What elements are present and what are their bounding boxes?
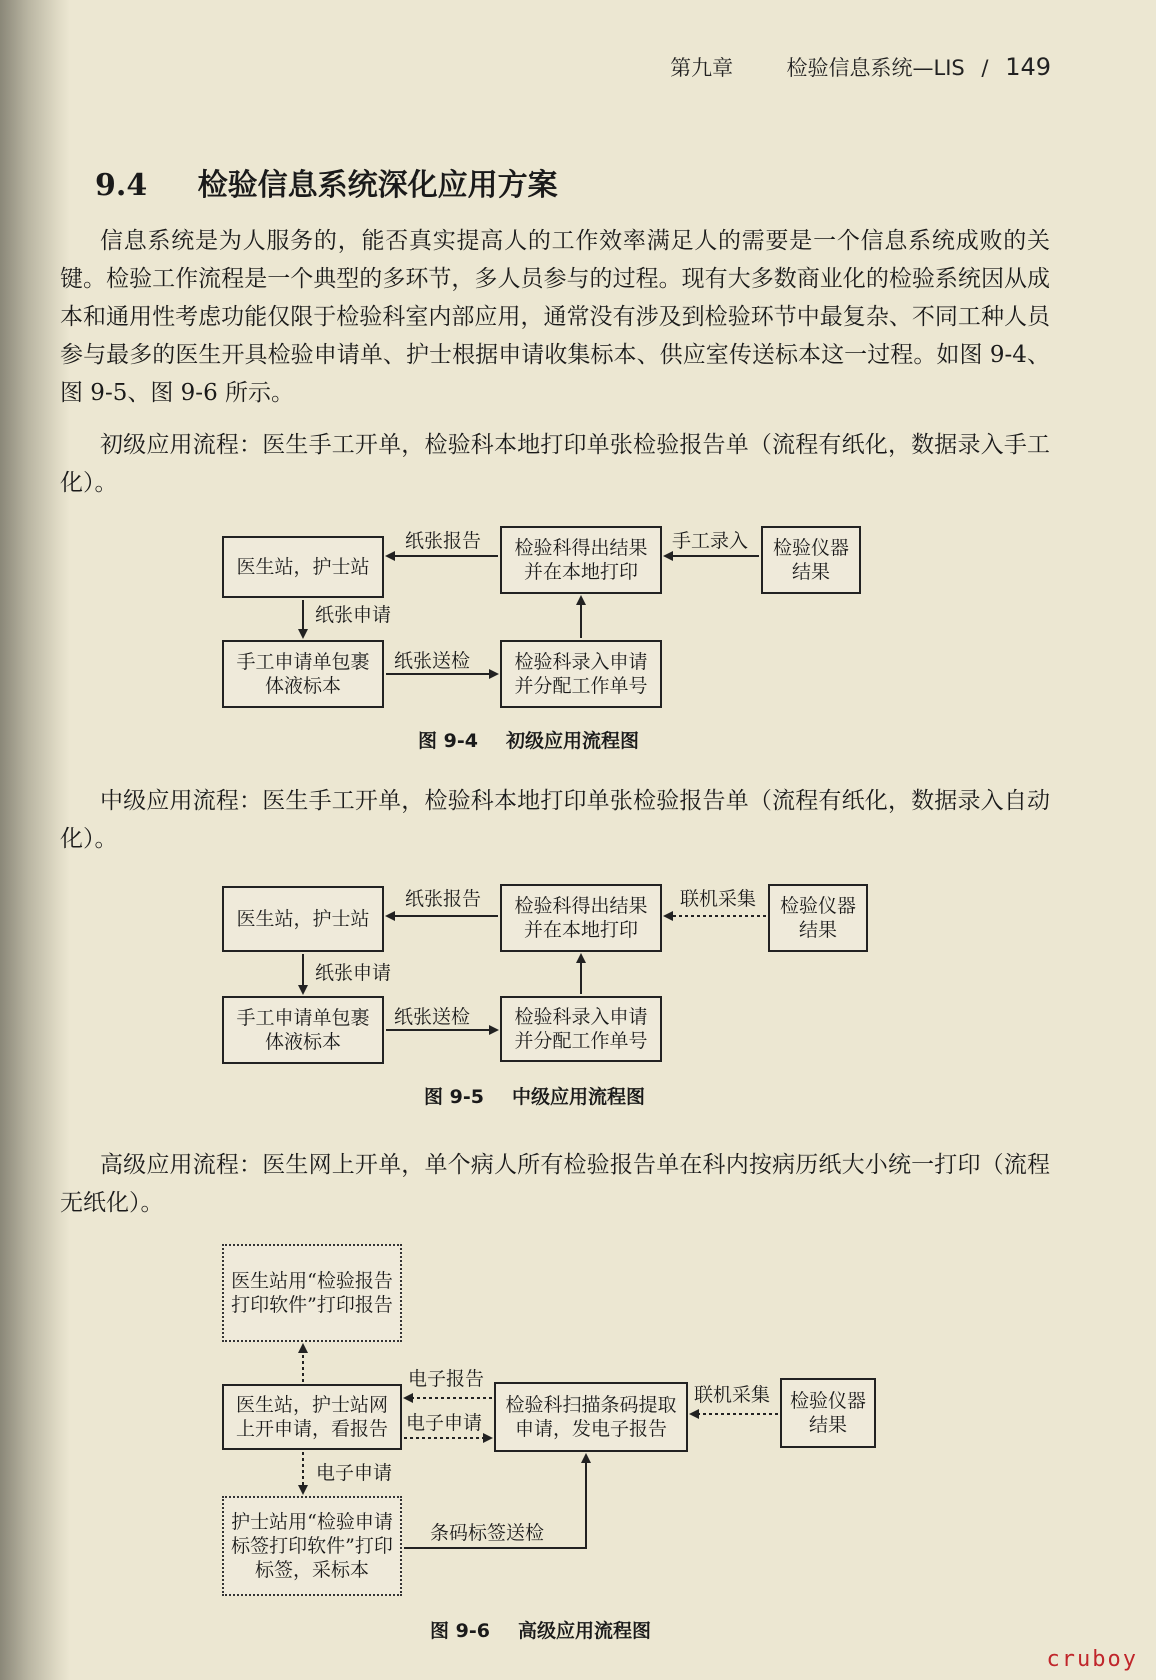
fig6-lab-scan-box: 检验科扫描条码提取申请，发电子报告	[494, 1382, 688, 1452]
fig6-barcode-send-label: 条码标签送检	[430, 1522, 545, 1544]
fig6-e-report-label: 电子报告	[408, 1368, 485, 1390]
fig5-station-box: 医生站，护士站	[222, 886, 384, 952]
chapter-title: 检验信息系统—LIS	[786, 56, 965, 80]
paragraph-intro: 信息系统是为人服务的，能否真实提高人的工作效率满足人的需要是一个信息系统成败的关键。检验工作流程是一个典型的多环节，多人员参与的过程。现有大多数商业化的检验系统因从成本和通用性考虑功能仅限于检验科室内部应用，通常没有涉及到检验环节中最复杂、不同工种人员参与最多的医生开具检验申请单、护士根据申请收集标本、供应室传送标本这一过程。如图 9-4、图 9-5、图 9-6 所示。	[60, 228, 1050, 406]
fig6-e-request-v-label: 电子申请	[316, 1462, 393, 1484]
fig6-e-request-h-label: 电子申请	[406, 1412, 483, 1434]
page-number: 149	[1005, 53, 1051, 81]
fig5-online-label: 联机采集	[680, 888, 757, 910]
fig5-paper-report-label: 纸张报告	[405, 888, 482, 910]
fig4-lab-entry-box: 检验科录入申请并分配工作单号	[500, 640, 662, 708]
chapter-label: 第九章	[670, 56, 734, 80]
fig4-instrument-box: 检验仪器结果	[761, 526, 861, 594]
paragraph-basic-flow: 初级应用流程：医生手工开单，检验科本地打印单张检验报告单（流程有纸化，数据录入手工化）。	[60, 432, 1050, 496]
fig4-paper-report-label: 纸张报告	[405, 530, 482, 552]
paragraph-mid-flow: 中级应用流程：医生手工开单，检验科本地打印单张检验报告单（流程有纸化，数据录入自动化）。	[60, 788, 1050, 852]
fig6-doctor-print-box: 医生站用“检验报告打印软件”打印报告	[222, 1244, 402, 1342]
fig5-lab-entry-box: 检验科录入申请并分配工作单号	[500, 996, 662, 1062]
fig6-nurse-label-box: 护士站用“检验申请标签打印软件”打印标签，采标本	[222, 1496, 402, 1596]
fig4-paper-send-label: 纸张送检	[394, 650, 471, 672]
fig4-lab-result-box: 检验科得出结果并在本地打印	[500, 526, 662, 594]
fig4-caption-number: 图 9-4	[418, 730, 478, 752]
fig5-paper-request-label: 纸张申请	[315, 962, 392, 984]
fig4-manual-entry-label: 手工录入	[672, 530, 749, 552]
fig6-online-label: 联机采集	[694, 1384, 771, 1406]
fig5-caption-text: 中级应用流程图	[511, 1086, 645, 1108]
fig5-paper-send-label: 纸张送检	[394, 1006, 471, 1028]
fig6-arrow-barcode-send	[404, 1455, 586, 1548]
fig6-station-box: 医生站，护士站网上开申请，看报告	[222, 1384, 402, 1450]
header-separator: /	[981, 56, 989, 80]
fig6-caption-number: 图 9-6	[430, 1620, 490, 1642]
fig5-caption-number: 图 9-5	[424, 1086, 484, 1108]
fig4-caption-text: 初级应用流程图	[505, 730, 639, 752]
fig6-caption-text: 高级应用流程图	[517, 1620, 651, 1642]
fig6-instrument-box: 检验仪器结果	[780, 1378, 876, 1448]
fig5-lab-result-box: 检验科得出结果并在本地打印	[500, 884, 662, 952]
watermark: cruboy	[1046, 1647, 1138, 1672]
section-title: 检验信息系统深化应用方案	[197, 168, 558, 203]
fig4-paper-request-label: 纸张申请	[315, 604, 392, 626]
fig5-instrument-box: 检验仪器结果	[768, 884, 868, 952]
fig4-station-box: 医生站，护士站	[222, 536, 384, 598]
fig5-manual-request-box: 手工申请单包裹体液标本	[222, 996, 384, 1064]
paragraph-advanced-flow: 高级应用流程：医生网上开单，单个病人所有检验报告单在科内按病历纸大小统一打印（流程无纸化）。	[60, 1152, 1050, 1216]
section-number: 9.4	[95, 168, 148, 203]
fig4-manual-request-box: 手工申请单包裹体液标本	[222, 640, 384, 708]
